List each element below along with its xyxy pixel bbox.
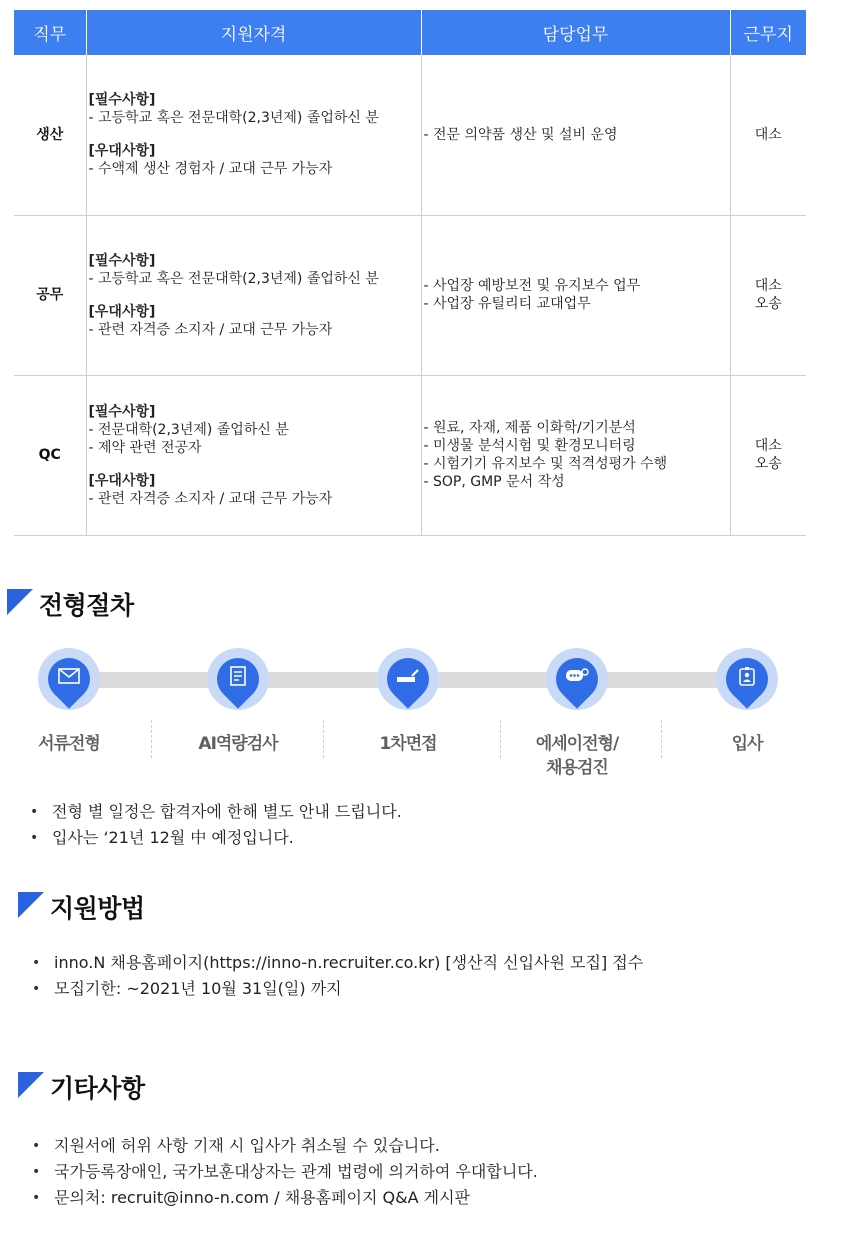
preferred-item: - 수액제 생산 경험자 / 교대 근무 가능자 bbox=[88, 161, 333, 178]
pen-icon bbox=[377, 654, 439, 698]
duty-item: - 사업장 유틸리티 교대업무 bbox=[423, 296, 591, 312]
required-heading: [필수사항] bbox=[88, 92, 156, 109]
apply-heading bbox=[18, 890, 145, 924]
location-item: 대소 bbox=[754, 278, 782, 294]
list-item: • 국가등록장애인, 국가보훈대상자는 관계 법령에 의거하여 우대합니다. bbox=[32, 1159, 538, 1185]
header-duties: 담당업무 bbox=[421, 10, 730, 55]
location-item: 대소 bbox=[754, 438, 782, 454]
cell-duties bbox=[421, 215, 730, 375]
envelope-icon bbox=[38, 654, 100, 698]
step-3-pin bbox=[377, 648, 439, 710]
document-icon bbox=[207, 654, 269, 698]
process-title: 전형절차 bbox=[39, 591, 134, 620]
required-heading: [필수사항] bbox=[88, 403, 156, 420]
preferred-group bbox=[89, 303, 421, 339]
step-5-pin bbox=[716, 648, 778, 710]
cell-location bbox=[730, 375, 806, 535]
heading-triangle-icon bbox=[18, 1072, 44, 1098]
duty-item: - 사업장 예방보전 및 유지보수 업무 bbox=[423, 278, 641, 294]
preferred-group bbox=[89, 142, 421, 178]
duty-item: - 원료, 자재, 제품 이화학/기기분석 bbox=[423, 420, 636, 436]
required-item: - 고등학교 혹은 전문대학(2,3년제) 졸업하신 분 bbox=[88, 110, 379, 127]
header-job: 직무 bbox=[14, 10, 86, 55]
cell-qualification bbox=[86, 215, 421, 375]
step-3-label: 1차면접 bbox=[379, 734, 437, 754]
required-item: - 고등학교 혹은 전문대학(2,3년제) 졸업하신 분 bbox=[88, 270, 379, 287]
table-row bbox=[14, 215, 806, 375]
step-divider bbox=[151, 720, 152, 758]
process-notes bbox=[30, 799, 402, 851]
preferred-heading: [우대사항] bbox=[88, 472, 156, 489]
cell-qualification bbox=[86, 55, 421, 215]
cell-job: 공무 bbox=[14, 215, 86, 375]
cell-job: QC bbox=[14, 375, 86, 535]
process-heading bbox=[7, 587, 134, 621]
step-4-label: 에세이전형/ 채용검진 bbox=[535, 734, 619, 778]
cell-job: 생산 bbox=[14, 55, 86, 215]
apply-notes bbox=[32, 950, 643, 1002]
step-5-label: 입사 bbox=[731, 734, 763, 754]
chat-icon bbox=[546, 654, 608, 698]
list-item: • 입사는 ‘21년 12월 中 예정입니다. bbox=[30, 825, 402, 851]
location-item: 오송 bbox=[754, 456, 782, 472]
heading-triangle-icon bbox=[7, 589, 33, 615]
apply-title: 지원방법 bbox=[50, 894, 145, 923]
cell-location bbox=[730, 215, 806, 375]
step-2-pin bbox=[207, 648, 269, 710]
required-group bbox=[89, 91, 421, 127]
duty-item: - 미생물 분석시험 및 환경모니터링 bbox=[423, 438, 636, 454]
step-divider bbox=[500, 720, 501, 758]
location-item: 대소 bbox=[754, 126, 782, 143]
cell-duties bbox=[421, 55, 730, 215]
preferred-heading: [우대사항] bbox=[88, 143, 156, 160]
heading-triangle-icon bbox=[18, 892, 44, 918]
list-item: • 문의처: recruit@inno-n.com / 채용홈페이지 Q&A 게시판 bbox=[32, 1185, 538, 1211]
header-location: 근무지 bbox=[730, 10, 806, 55]
table-row bbox=[14, 375, 806, 535]
step-divider bbox=[323, 720, 324, 758]
preferred-item: - 관련 자격증 소지자 / 교대 근무 가능자 bbox=[88, 490, 333, 507]
header-qualification: 지원자격 bbox=[86, 10, 421, 55]
location-item: 오송 bbox=[754, 296, 782, 312]
step-2-label: AI역량검사 bbox=[198, 734, 278, 754]
preferred-item: - 관련 자격증 소지자 / 교대 근무 가능자 bbox=[88, 321, 333, 338]
list-item: • 지원서에 허위 사항 기재 시 입사가 취소될 수 있습니다. bbox=[32, 1133, 538, 1159]
table-row bbox=[14, 55, 806, 215]
table-header-row bbox=[14, 10, 806, 55]
required-item: - 제약 관련 전공자 bbox=[88, 439, 202, 456]
required-group bbox=[89, 252, 421, 288]
step-divider bbox=[661, 720, 662, 758]
list-item: • inno.N 채용홈페이지(https://inno-n.recruiter.co.kr) [생산직 신입사원 모집] 접수 bbox=[32, 950, 643, 976]
job-table bbox=[14, 10, 806, 536]
etc-title: 기타사항 bbox=[50, 1074, 145, 1103]
duty-item: - 시험기기 유지보수 및 적격성평가 수행 bbox=[423, 456, 668, 472]
duty-item: - SOP, GMP 문서 작성 bbox=[423, 474, 565, 490]
required-group bbox=[89, 403, 421, 457]
list-item: • 전형 별 일정은 합격자에 한해 별도 안내 드립니다. bbox=[30, 799, 402, 825]
cell-location bbox=[730, 55, 806, 215]
step-1-pin bbox=[38, 648, 100, 710]
badge-icon bbox=[716, 654, 778, 698]
step-4-pin bbox=[546, 648, 608, 710]
preferred-heading: [우대사항] bbox=[88, 303, 156, 320]
etc-notes bbox=[32, 1133, 538, 1211]
required-item: - 전문대학(2,3년제) 졸업하신 분 bbox=[88, 421, 289, 438]
step-1-label: 서류전형 bbox=[38, 734, 100, 754]
cell-qualification bbox=[86, 375, 421, 535]
cell-duties bbox=[421, 375, 730, 535]
duty-item: - 전문 의약품 생산 및 설비 운영 bbox=[423, 126, 618, 143]
list-item: • 모집기한: ~2021년 10월 31일(일) 까지 bbox=[32, 976, 643, 1002]
process-flow bbox=[0, 648, 858, 788]
etc-heading bbox=[18, 1070, 145, 1104]
preferred-group bbox=[89, 472, 421, 508]
required-heading: [필수사항] bbox=[88, 252, 156, 269]
